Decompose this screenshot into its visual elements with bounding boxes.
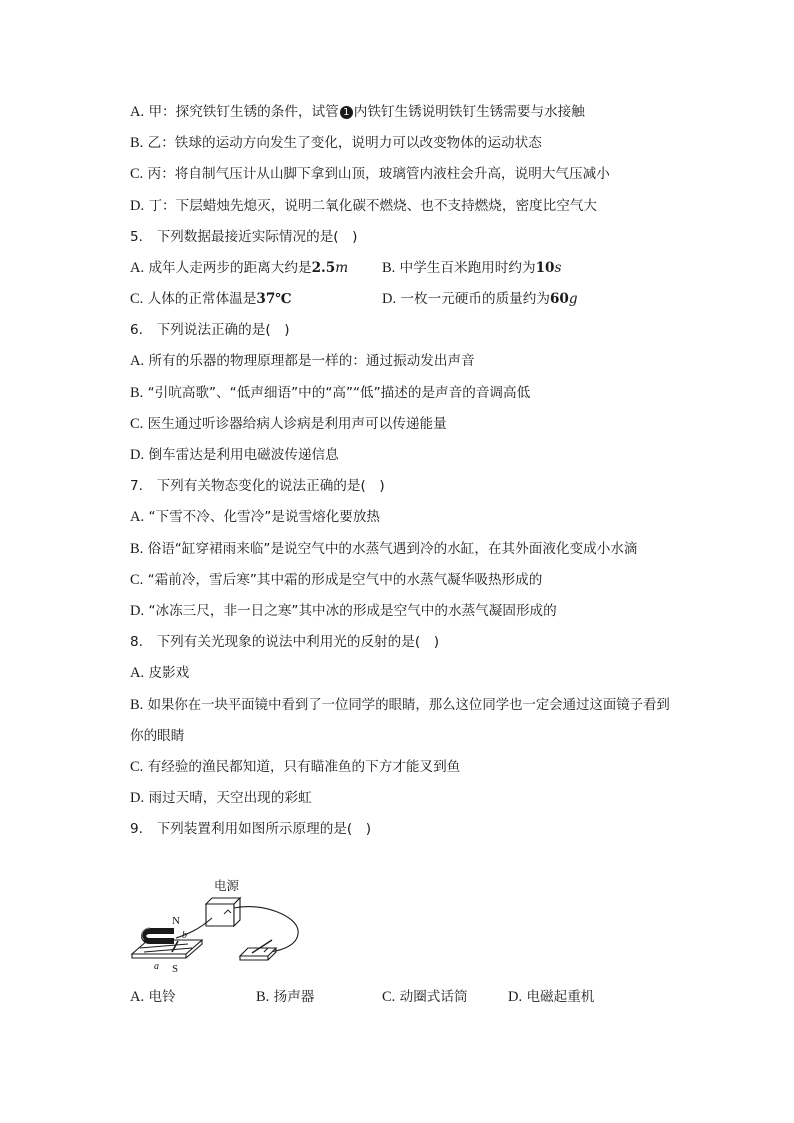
q5-option-b: B. 中学生百米跑用时约为10s xyxy=(382,260,562,276)
n-pole-label: N xyxy=(172,915,180,927)
q4-option-c: C. 丙：将自制气压计从山脚下拿到山顶，玻璃管内液柱会升高，说明大气压减小 xyxy=(130,166,610,182)
q8-option-b-continued: 你的眼睛 xyxy=(130,728,185,744)
q5-option-a: A. 成年人走两步的距离大约是2.5m xyxy=(130,260,349,276)
q6-option-b: B. “引吭高歌”、“低声细语”中的“高”“低”描述的是声音的音调高低 xyxy=(130,385,531,401)
q5-option-c: C. 人体的正常体温是37℃ xyxy=(130,291,292,307)
q6-option-d: D. 倒车雷达是利用电磁波传递信息 xyxy=(130,447,339,463)
q7-option-c: C. “霜前冷，雪后寒”其中霜的形成是空气中的水蒸气凝华吸热形成的 xyxy=(130,572,543,588)
wire xyxy=(234,907,298,953)
q7-option-d: D. “冰冻三尺，非一日之寒”其中冰的形成是空气中的水蒸气凝固形成的 xyxy=(130,603,557,619)
q9-option-c: C. 动圈式话筒 xyxy=(382,989,468,1005)
circled-number: 1 xyxy=(340,106,353,119)
q8-option-a: A. 皮影戏 xyxy=(130,665,190,681)
q6-stem: 6. 下列说法正确的是( ) xyxy=(130,322,290,338)
horseshoe-magnet xyxy=(141,928,174,944)
q4-option-b: B. 乙：铁球的运动方向发生了变化，说明力可以改变物体的运动状态 xyxy=(130,135,542,151)
b-label: b xyxy=(182,930,187,941)
q6-option-a: A. 所有的乐器的物理原理都是一样的：通过振动发出声音 xyxy=(130,353,475,369)
a-label: a xyxy=(154,961,159,972)
q7-option-b: B. 俗语“缸穿裙雨来临”是说空气中的水蒸气遇到冷的水缸，在其外面液化变成小水滴 xyxy=(130,541,638,557)
q6-option-c: C. 医生通过听诊器给病人诊病是利用声可以传递能量 xyxy=(130,416,447,432)
q7-stem: 7. 下列有关物态变化的说法正确的是( ) xyxy=(130,478,385,494)
q8-option-d: D. 雨过天晴，天空出现的彩虹 xyxy=(130,790,312,806)
q8-option-b: B. 如果你在一块平面镜中看到了一位同学的眼睛，那么这位同学也一定会通过这面镜子看到 xyxy=(130,697,670,713)
power-label: 电源 xyxy=(214,879,240,893)
q9-option-a: A. 电铃 xyxy=(130,989,176,1005)
q9-stem: 9. 下列装置利用如图所示原理的是( ) xyxy=(130,821,372,837)
q8-stem: 8. 下列有关光现象的说法中利用光的反射的是( ) xyxy=(130,634,440,650)
q8-option-c: C. 有经验的渔民都知道，只有瞄准鱼的下方才能叉到鱼 xyxy=(130,759,461,775)
electromagnetic-induction-figure xyxy=(128,868,300,976)
q5-option-d: D. 一枚一元硬币的质量约为60g xyxy=(382,291,578,307)
q9-option-b: B. 扬声器 xyxy=(256,989,315,1005)
q9-option-d: D. 电磁起重机 xyxy=(508,989,595,1005)
q5-stem: 5. 下列数据最接近实际情况的是( ) xyxy=(130,229,358,245)
power-source-box xyxy=(206,898,240,926)
q7-option-a: A. “下雪不冷、化雪冷”是说雪熔化要放热 xyxy=(130,509,381,525)
q4-option-d: D. 丁：下层蜡烛先熄灭，说明二氧化碳不燃烧、也不支持燃烧，密度比空气大 xyxy=(130,198,598,214)
s-pole-label: S xyxy=(172,963,179,975)
q4-option-a: A. 甲：探究铁钉生锈的条件，试管 1 内铁钉生锈说明铁钉生锈需要与水接触 xyxy=(130,104,585,120)
